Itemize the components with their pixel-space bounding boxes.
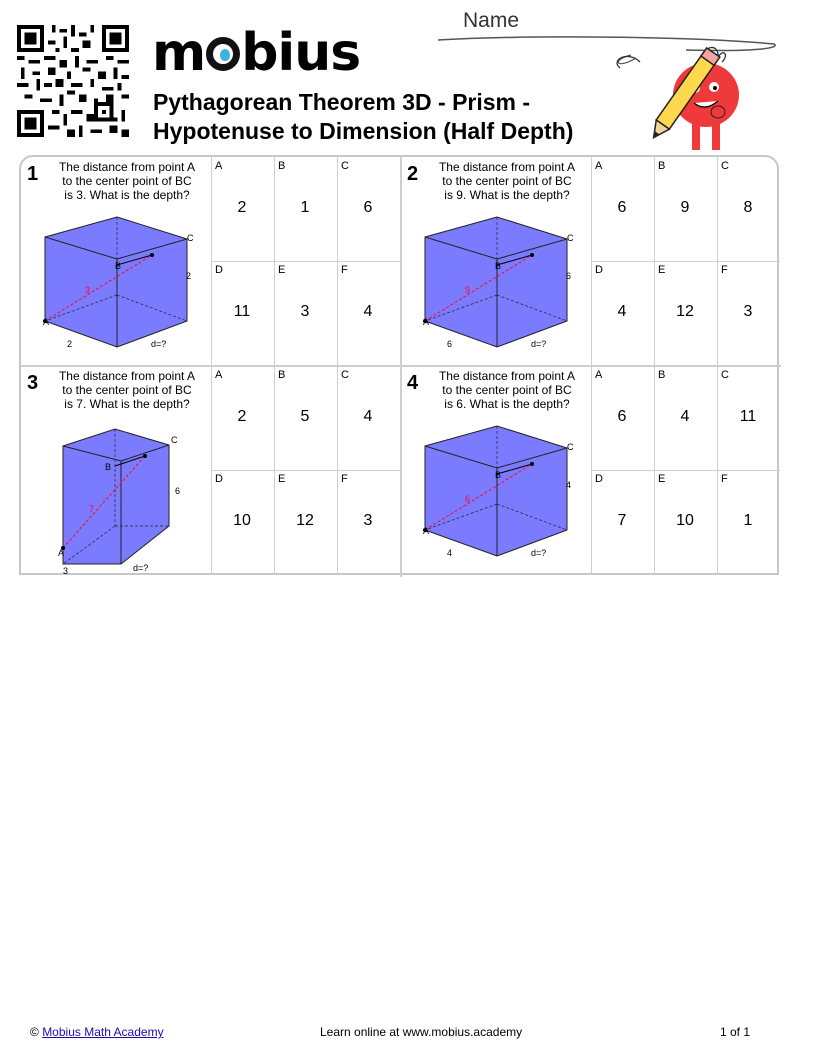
option-letter: C bbox=[721, 369, 729, 381]
label-bottom: 4 bbox=[447, 548, 453, 558]
prism-body bbox=[63, 429, 169, 564]
answer-option[interactable] bbox=[654, 470, 717, 574]
option-value: 4 bbox=[363, 303, 373, 320]
grid-divider bbox=[21, 365, 781, 367]
question-number: 3 bbox=[27, 372, 39, 394]
option-value: 3 bbox=[363, 512, 373, 529]
option-letter: A bbox=[215, 369, 223, 381]
option-letter: E bbox=[278, 264, 286, 276]
question-text: The distance from point A to the center point of BC is 9. What is the depth? bbox=[438, 160, 576, 202]
label-b: B bbox=[495, 470, 502, 480]
option-value: 4 bbox=[680, 408, 690, 425]
answer-option[interactable] bbox=[591, 261, 654, 365]
midpoint-dot bbox=[150, 253, 154, 257]
option-value: 12 bbox=[296, 512, 314, 529]
option-letter: B bbox=[278, 369, 286, 381]
answer-option[interactable] bbox=[211, 261, 274, 365]
label-b: B bbox=[495, 261, 502, 271]
academy-link[interactable]: Mobius Math Academy bbox=[42, 1025, 164, 1039]
option-letter: C bbox=[341, 369, 349, 381]
option-value: 3 bbox=[743, 303, 753, 320]
option-value: 3 bbox=[300, 303, 310, 320]
prism-body bbox=[425, 426, 567, 556]
option-letter: D bbox=[215, 264, 223, 276]
label-a: A bbox=[43, 317, 50, 327]
question-grid bbox=[19, 155, 779, 575]
label-a: A bbox=[423, 526, 430, 536]
answer-option[interactable] bbox=[654, 261, 717, 365]
answer-option[interactable] bbox=[654, 366, 717, 470]
answer-option[interactable] bbox=[274, 157, 337, 261]
option-letter: B bbox=[658, 160, 666, 172]
answer-option[interactable] bbox=[337, 261, 400, 365]
label-a: A bbox=[58, 548, 65, 558]
question-text: The distance from point A to the center point of BC is 6. What is the depth? bbox=[438, 369, 576, 411]
mascot-pencil-icon bbox=[610, 40, 750, 155]
label-hypotenuse: 9 bbox=[465, 285, 471, 295]
option-letter: F bbox=[341, 473, 348, 485]
label-bottom: 2 bbox=[67, 339, 73, 349]
answer-option[interactable] bbox=[717, 157, 780, 261]
answer-option[interactable] bbox=[337, 366, 400, 470]
label-depth: d=? bbox=[151, 339, 167, 349]
option-letter: D bbox=[595, 473, 603, 485]
option-value: 1 bbox=[300, 199, 310, 216]
question-number: 1 bbox=[27, 163, 39, 185]
footer-copyright: © Mobius Math Academy bbox=[30, 1025, 164, 1039]
option-value: 10 bbox=[676, 512, 694, 529]
answer-option[interactable] bbox=[274, 261, 337, 365]
page-title bbox=[153, 88, 573, 146]
label-c: C bbox=[187, 233, 194, 243]
question-number: 2 bbox=[407, 163, 419, 185]
grid-divider bbox=[400, 157, 402, 577]
option-value: 8 bbox=[743, 199, 753, 216]
label-c: C bbox=[567, 442, 574, 452]
label-c: C bbox=[567, 233, 574, 243]
label-depth: d=? bbox=[531, 548, 547, 558]
option-letter: F bbox=[721, 473, 728, 485]
qr-code bbox=[17, 25, 129, 137]
option-letter: A bbox=[595, 160, 603, 172]
grid-divider bbox=[211, 470, 400, 471]
prism-figure bbox=[411, 426, 591, 566]
label-side: 6 bbox=[175, 486, 181, 496]
answer-option[interactable] bbox=[337, 470, 400, 574]
grid-divider bbox=[211, 261, 400, 262]
option-letter: E bbox=[278, 473, 286, 485]
page-number: 1 of 1 bbox=[720, 1025, 751, 1039]
option-letter: B bbox=[658, 369, 666, 381]
label-hypotenuse: 3 bbox=[85, 285, 91, 295]
option-value: 11 bbox=[739, 408, 757, 425]
label-side: 4 bbox=[566, 480, 572, 490]
label-bottom: 6 bbox=[447, 339, 453, 349]
prism-body bbox=[45, 217, 187, 347]
label-c: C bbox=[171, 435, 178, 445]
prism-figure bbox=[31, 426, 211, 576]
option-letter: D bbox=[215, 473, 223, 485]
question-number: 4 bbox=[407, 372, 419, 394]
answer-option[interactable] bbox=[591, 366, 654, 470]
label-hypotenuse: 6 bbox=[465, 494, 471, 504]
grid-divider bbox=[591, 261, 780, 262]
option-value: 1 bbox=[743, 512, 753, 529]
answer-option[interactable] bbox=[274, 470, 337, 574]
option-value: 10 bbox=[233, 512, 251, 529]
answer-option[interactable] bbox=[337, 157, 400, 261]
answer-option[interactable] bbox=[211, 157, 274, 261]
option-letter: C bbox=[721, 160, 729, 172]
answer-option[interactable] bbox=[717, 366, 780, 470]
option-value: 5 bbox=[300, 408, 310, 425]
option-value: 2 bbox=[237, 199, 247, 216]
answer-option[interactable] bbox=[211, 366, 274, 470]
answer-option[interactable] bbox=[717, 470, 780, 574]
question-text: The distance from point A to the center point of BC is 7. What is the depth? bbox=[58, 369, 196, 411]
grid-divider bbox=[591, 470, 780, 471]
option-letter: A bbox=[215, 160, 223, 172]
option-letter: D bbox=[595, 264, 603, 276]
logo-o-icon bbox=[206, 37, 240, 71]
answer-option[interactable] bbox=[717, 261, 780, 365]
option-letter: E bbox=[658, 473, 666, 485]
option-value: 12 bbox=[676, 303, 694, 320]
option-letter: F bbox=[721, 264, 728, 276]
brand-logo: m bius bbox=[152, 23, 361, 83]
midpoint-dot bbox=[530, 462, 534, 466]
option-value: 7 bbox=[617, 512, 627, 529]
label-bottom: 3 bbox=[63, 566, 69, 576]
label-depth: d=? bbox=[531, 339, 547, 349]
option-value: 6 bbox=[363, 199, 373, 216]
answer-option[interactable] bbox=[591, 157, 654, 261]
option-value: 9 bbox=[680, 199, 690, 216]
answer-option[interactable] bbox=[591, 470, 654, 574]
midpoint-dot bbox=[143, 454, 147, 458]
label-depth: d=? bbox=[133, 563, 149, 573]
answer-option[interactable] bbox=[654, 157, 717, 261]
option-letter: C bbox=[341, 160, 349, 172]
option-value: 4 bbox=[617, 303, 627, 320]
option-value: 6 bbox=[617, 199, 627, 216]
label-a: A bbox=[423, 317, 430, 327]
name-label: Name bbox=[463, 9, 520, 32]
label-side: 6 bbox=[566, 271, 572, 281]
option-value: 2 bbox=[237, 408, 247, 425]
prism-figure bbox=[411, 217, 591, 357]
option-letter: A bbox=[595, 369, 603, 381]
title-line-1: Pythagorean Theorem 3D - Prism - bbox=[153, 89, 531, 115]
prism-figure bbox=[31, 217, 211, 357]
prism-body bbox=[425, 217, 567, 347]
question-text: The distance from point A to the center point of BC is 3. What is the depth? bbox=[58, 160, 196, 202]
option-letter: B bbox=[278, 160, 286, 172]
label-hypotenuse: 7 bbox=[89, 504, 95, 514]
option-letter: E bbox=[658, 264, 666, 276]
label-side: 2 bbox=[186, 271, 192, 281]
title-line-2: Hypotenuse to Dimension (Half Depth) bbox=[153, 118, 574, 144]
option-letter: F bbox=[341, 264, 348, 276]
answer-option[interactable] bbox=[211, 470, 274, 574]
option-value: 4 bbox=[363, 408, 373, 425]
answer-option[interactable] bbox=[274, 366, 337, 470]
footer-learn-online: Learn online at www.mobius.academy bbox=[320, 1025, 523, 1039]
option-value: 11 bbox=[233, 303, 251, 320]
label-b: B bbox=[105, 462, 112, 472]
label-b: B bbox=[115, 261, 122, 271]
option-value: 6 bbox=[617, 408, 627, 425]
midpoint-dot bbox=[530, 253, 534, 257]
